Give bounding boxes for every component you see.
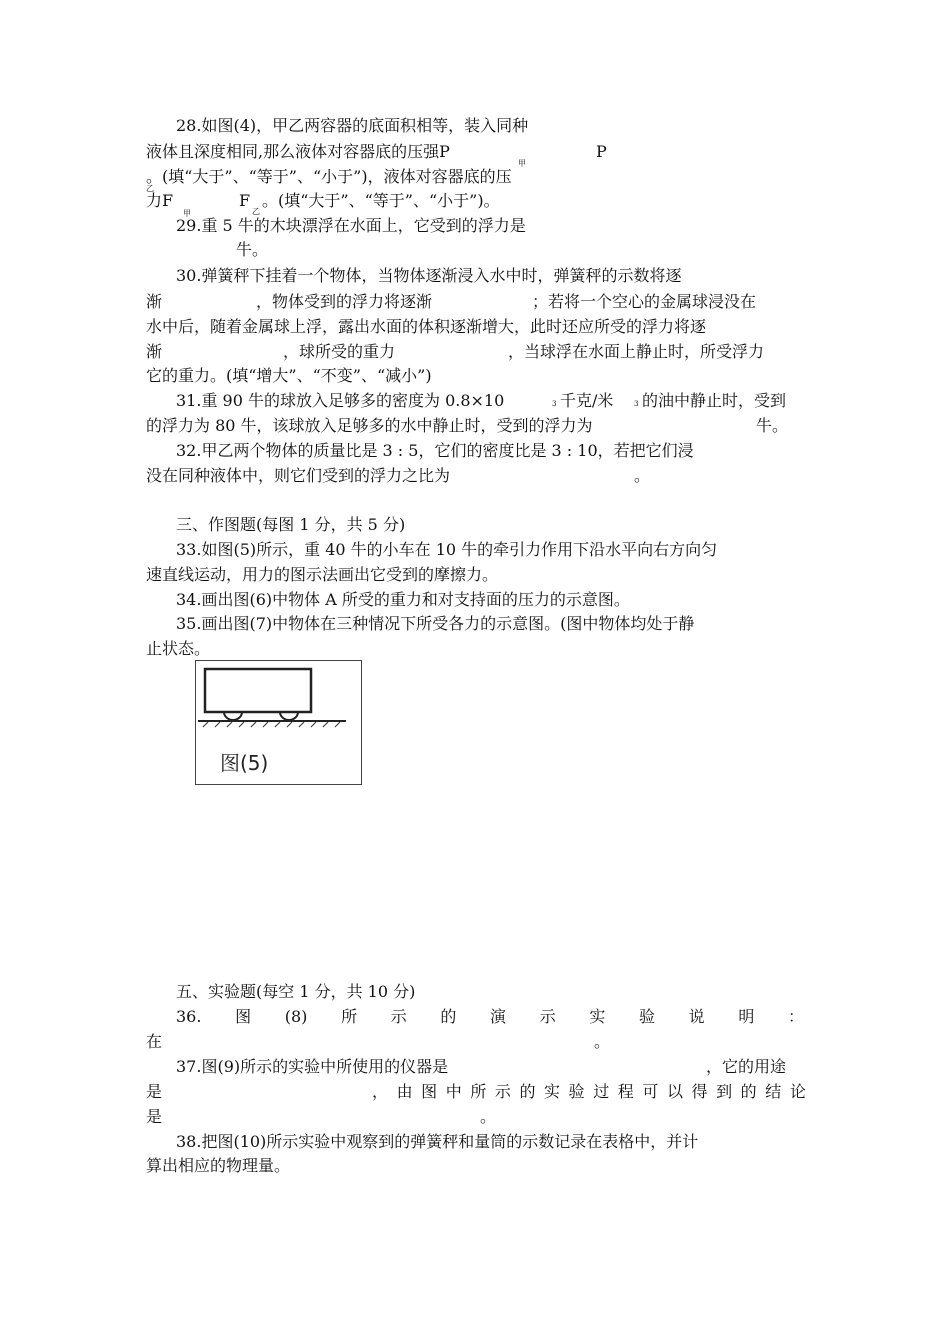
q30-line2c: ；若将一个空心的金属球浸没在 — [532, 292, 757, 311]
q37-line2 — [372, 1080, 806, 1104]
q36-token: 演 — [490, 1007, 507, 1026]
q37-token: 图 — [421, 1082, 438, 1101]
q32-line2a: 没在同种液体中，则它们受到的浮力之比为 — [146, 466, 451, 485]
q35-line2: 止状态。 — [146, 639, 211, 658]
q36-token: 示 — [390, 1007, 407, 1026]
q36-token: 说 — [688, 1007, 705, 1026]
q37-line1a: 37.图(9)所示的实验中所使用的仪器是 — [176, 1057, 449, 1076]
q37-token: 程 — [617, 1082, 634, 1101]
q37-token: ， — [372, 1082, 389, 1101]
q28-line2a: 液体且深度相同,那么液体对容器底的压强P — [146, 142, 450, 161]
q36-token: 图 — [235, 1007, 252, 1026]
q37-token: 论 — [789, 1082, 806, 1101]
q36-token: 验 — [639, 1007, 656, 1026]
q28-line4c: 。(填“大于”、“等于”、“小于”)。 — [262, 191, 500, 210]
q36-line2b: 。 — [594, 1032, 611, 1051]
q30-line3: 水中后，随着金属球上浮，露出水面的体积逐渐增大，此时还应所受的浮力将逐 — [146, 317, 707, 336]
q37-line3a: 是 — [146, 1107, 163, 1126]
q38-line2: 算出相应的物理量。 — [146, 1156, 291, 1175]
section-5-heading: 五、实验题(每空 1 分，共 10 分) — [176, 982, 416, 1001]
q28-sub-yi2: 乙 — [252, 207, 260, 216]
q37-token: 的 — [740, 1082, 757, 1101]
q32-line1: 32.甲乙两个物体的质量比是 3 : 5，它们的密度比是 3 : 10，若把它们浸 — [176, 441, 694, 460]
q36-token: 实 — [589, 1007, 606, 1026]
q28-line2b: P — [596, 142, 607, 161]
q32-line2b: 。 — [634, 466, 651, 485]
q37-token: 得 — [691, 1082, 708, 1101]
q31-line1c: 的油中静止时，受到 — [642, 391, 787, 410]
q37-token: 实 — [544, 1082, 561, 1101]
q30-line2b: ，物体受到的浮力将逐渐 — [256, 292, 433, 311]
q37-line3b: 。 — [480, 1107, 497, 1126]
q37-token: 可 — [642, 1082, 659, 1101]
q31-line2b: 牛。 — [756, 416, 789, 435]
q29-line1: 29.重 5 牛的木块漂浮在水面上，它受到的浮力是 — [176, 216, 526, 235]
q28-line4a: 力F — [146, 191, 174, 210]
q37-token: 过 — [593, 1082, 610, 1101]
q36-token: (8) — [284, 1007, 308, 1026]
q36-token: ： — [787, 1007, 804, 1026]
q31-sup2: 3 — [634, 400, 639, 408]
q28-line1: 28.如图(4)，甲乙两容器的底面积相等，装入同种 — [176, 116, 529, 135]
q38-line1: 38.把图(10)所示实验中观察到的弹簧秤和量筒的示数记录在表格中，并计 — [176, 1132, 699, 1151]
q30-line1: 30.弹簧秤下挂着一个物体，当物体逐渐浸入水中时，弹簧秤的示数将逐 — [176, 266, 682, 285]
q37-token: 由 — [396, 1082, 413, 1101]
q31-line1a: 31.重 90 牛的球放入足够多的密度为 0.8×10 — [176, 391, 505, 410]
q36-token: 的 — [440, 1007, 457, 1026]
q37-token: 以 — [666, 1082, 683, 1101]
cart-body — [205, 669, 311, 712]
q29-line2: 牛。 — [236, 240, 269, 259]
q30-line5: 它的重力。(填“增大”、“不变”、“减小”) — [146, 366, 432, 385]
cart-drawing — [196, 661, 361, 784]
q33-line1: 33.如图(5)所示，重 40 牛的小车在 10 牛的牵引力作用下沿水平向右方向匀 — [176, 540, 718, 559]
q28-sub-jia2: 甲 — [183, 209, 191, 218]
q36-line1 — [176, 1005, 804, 1029]
ground-hatching — [203, 722, 340, 727]
q37-token: 所 — [470, 1082, 487, 1101]
q28-sub-jia1: 甲 — [518, 159, 526, 168]
q37-token: 中 — [445, 1082, 462, 1101]
q30-line4a: 渐 — [146, 342, 163, 361]
section-3-heading: 三、作图题(每图 1 分，共 5 分) — [176, 515, 406, 534]
q28-line3: 。(填“大于”、“等于”、“小于”)，液体对容器底的压 — [146, 167, 512, 186]
figure-5 — [195, 660, 362, 785]
q28-line4b: F — [239, 191, 251, 210]
q37-token: 结 — [765, 1082, 782, 1101]
q30-line4b: ，球所受的重力 — [283, 342, 396, 361]
q36-token: 示 — [539, 1007, 556, 1026]
q33-line2: 速直线运动，用力的图示法画出它受到的摩擦力。 — [146, 565, 499, 584]
figure-5-caption: 图(5) — [220, 751, 269, 775]
q34-text: 34.画出图(6)中物体 A 所受的重力和对支持面的压力的示意图。 — [176, 590, 630, 609]
q37-token: 验 — [568, 1082, 585, 1101]
q36-token: 明 — [738, 1007, 755, 1026]
q30-line2a: 渐 — [146, 292, 163, 311]
q30-line4c: ，当球浮在水面上静止时，所受浮力 — [508, 342, 765, 361]
q36-token: 36. — [176, 1007, 202, 1026]
q31-line2a: 的浮力为 80 牛，该球放入足够多的水中静止时，受到的浮力为 — [146, 416, 593, 435]
q36-token: 所 — [341, 1007, 358, 1026]
q35-line1: 35.画出图(7)中物体在三种情况下所受各力的示意图。(图中物体均处于静 — [176, 614, 695, 633]
q36-line2a: 在 — [146, 1032, 163, 1051]
q28-sub-yi1: 乙 — [146, 184, 154, 193]
q37-line2a: 是 — [146, 1082, 163, 1101]
q37-line1b: ，它的用途 — [706, 1057, 787, 1076]
q37-token: 的 — [519, 1082, 536, 1101]
q37-token: 示 — [494, 1082, 511, 1101]
q37-token: 到 — [716, 1082, 733, 1101]
q31-sup1: 3 — [552, 400, 557, 408]
q31-line1b: 千克/米 — [560, 391, 614, 410]
